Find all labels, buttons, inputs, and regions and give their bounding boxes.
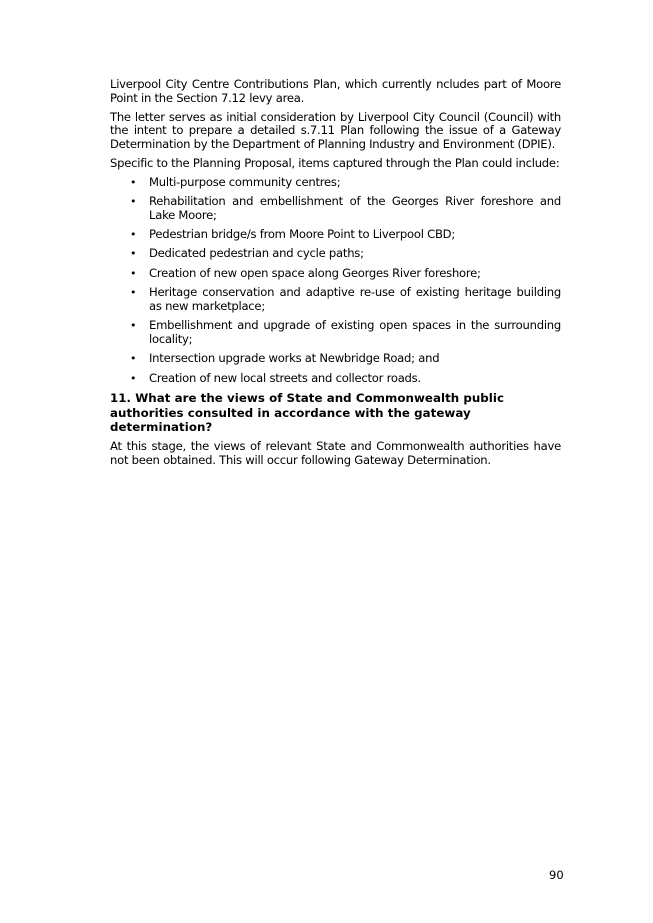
bullet-icon: •: [130, 195, 137, 209]
plan-items-list: [110, 176, 561, 386]
list-item: [110, 286, 561, 314]
paragraph-plan-items-intro: Specific to the Planning Proposal, items captured through the Plan could include:: [110, 155, 560, 170]
bullet-icon: •: [130, 371, 137, 385]
bullet-icon: •: [130, 228, 137, 242]
bullet-icon: •: [130, 352, 137, 366]
paragraph-authorities-views: At this stage, the views of relevant State and Commonwealth authorities have not been obtained. This will occur following Gateway Determination.: [110, 438, 561, 467]
list-item-text: Heritage conservation and adaptive re-use of existing heritage building as new marketplace;: [149, 285, 561, 313]
bullet-icon: •: [130, 266, 137, 280]
page-body: [110, 78, 561, 472]
list-item: [110, 267, 561, 281]
page-number: 90: [549, 868, 564, 882]
list-item: [110, 228, 561, 242]
bullet-icon: •: [130, 286, 137, 300]
list-item: [110, 176, 561, 190]
bullet-icon: •: [130, 319, 137, 333]
bullet-icon: •: [130, 175, 137, 189]
list-item: [110, 372, 561, 386]
list-item: [110, 319, 561, 347]
list-item-text: Multi-purpose community centres;: [149, 174, 341, 189]
list-item-text: Intersection upgrade works at Newbridge Road; and: [149, 351, 440, 366]
list-item-text: Rehabilitation and embellishment of the Georges River foreshore and Lake Moore;: [149, 194, 561, 222]
list-item: [110, 195, 561, 223]
bullet-icon: •: [130, 247, 137, 261]
list-item: [110, 247, 561, 261]
list-item-text: Pedestrian bridge/s from Moore Point to Liverpool CBD;: [149, 227, 456, 242]
paragraph-letter-consideration: The letter serves as initial consideration by Liverpool City Council (Council) with the intent to prepare a detailed s.7.11 Plan following the issue of a Gateway Determination by the Department of Planning Industry and Environment (DPIE).: [110, 109, 561, 152]
list-item: [110, 352, 561, 366]
list-item-text: Creation of new local streets and collector roads.: [149, 370, 421, 385]
list-item-text: Dedicated pedestrian and cycle paths;: [149, 246, 364, 261]
section-heading-11: 11. What are the views of State and Commonwealth public authorities consulted in accordance with the gateway determination?: [110, 391, 505, 435]
list-item-text: Embellishment and upgrade of existing open spaces in the surrounding locality;: [149, 318, 561, 346]
list-item-text: Creation of new open space along Georges River foreshore;: [149, 265, 481, 280]
paragraph-contributions-plan: Liverpool City Centre Contributions Plan, which currently ncludes part of Moore Point in the Section 7.12 levy area.: [110, 77, 561, 105]
